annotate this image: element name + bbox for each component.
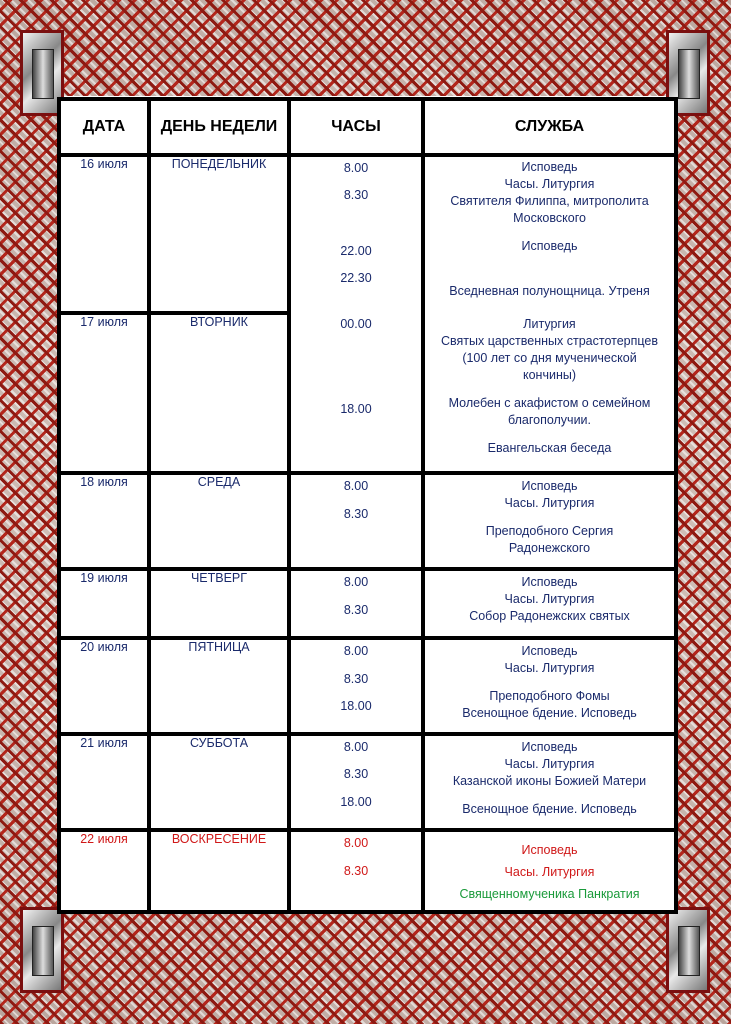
service-line: Исповедь xyxy=(521,575,578,589)
time: 8.30 xyxy=(343,188,369,202)
service-line: Часы. Литургия xyxy=(504,757,595,771)
service-line: Часы. Литургия xyxy=(504,496,595,510)
service-line: Литургия xyxy=(523,317,576,331)
service-line: Святителя Филиппа, митрополита xyxy=(450,194,649,208)
table-row xyxy=(59,155,676,313)
service-line: Исповедь xyxy=(521,479,578,493)
time: 00.00 xyxy=(340,317,372,331)
service-line: Собор Радонежских святых xyxy=(469,609,630,623)
service-line: Исповедь xyxy=(521,239,578,253)
weekday-cell: СРЕДА xyxy=(149,473,289,569)
service-line: Радонежского xyxy=(508,541,591,555)
time: 18.00 xyxy=(340,795,372,809)
date-cell: 18 июля xyxy=(59,473,149,569)
time: 8.30 xyxy=(343,507,369,521)
table-row xyxy=(59,313,676,473)
time: 8.00 xyxy=(343,644,369,658)
service-line: благополучии. xyxy=(507,413,592,427)
time: 22.30 xyxy=(340,271,372,285)
service-cell xyxy=(423,569,676,638)
hours-cell xyxy=(289,830,423,912)
service-line: Казанской иконы Божией Матери xyxy=(452,774,647,788)
hours-cell xyxy=(289,473,423,569)
service-line: Московского xyxy=(513,211,586,225)
time: 8.00 xyxy=(343,161,369,175)
service-cell xyxy=(423,638,676,734)
schedule-table xyxy=(57,97,678,914)
service-line: Всенощное бдение. Исповедь xyxy=(462,802,637,816)
corner-jewel-bottom-left xyxy=(20,907,64,993)
table-row xyxy=(59,734,676,830)
date-cell: 21 июля xyxy=(59,734,149,830)
hours-cell xyxy=(289,569,423,638)
service-line: Исповедь xyxy=(521,644,578,658)
time: 18.00 xyxy=(340,699,372,713)
time: 8.30 xyxy=(343,603,369,617)
service-line: Преподобного Фомы xyxy=(489,689,610,703)
hours-cell xyxy=(289,155,423,313)
date-cell: 16 июля xyxy=(59,155,149,313)
header-hours: ЧАСЫ xyxy=(289,99,423,155)
hours-cell xyxy=(289,313,423,473)
header-weekday: ДЕНЬ НЕДЕЛИ xyxy=(149,99,289,155)
weekday-cell: ПОНЕДЕЛЬНИК xyxy=(149,155,289,313)
service-cell xyxy=(423,734,676,830)
service-cell xyxy=(423,155,676,313)
time: 18.00 xyxy=(340,402,372,416)
service-line: Исповедь xyxy=(521,843,578,857)
service-line: Евангельская беседа xyxy=(487,441,612,455)
hours-cell xyxy=(289,638,423,734)
service-line: Святых царственных страстотерпцев xyxy=(441,334,658,348)
service-line: Часы. Литургия xyxy=(504,865,595,879)
weekday-cell: ВТОРНИК xyxy=(149,313,289,473)
service-line: Преподобного Сергия xyxy=(485,524,614,538)
time: 8.30 xyxy=(343,767,369,781)
weekday-cell: ПЯТНИЦА xyxy=(149,638,289,734)
date-cell: 17 июля xyxy=(59,313,149,473)
service-line: Исповедь xyxy=(521,160,578,174)
time: 8.00 xyxy=(343,836,369,850)
date-cell: 22 июля xyxy=(59,830,149,912)
service-cell xyxy=(423,830,676,912)
service-cell xyxy=(423,313,676,473)
table-row xyxy=(59,473,676,569)
service-line: Вседневная полунощница. Утреня xyxy=(449,284,650,298)
header-row xyxy=(59,99,676,155)
time: 8.30 xyxy=(343,864,369,878)
weekday-cell: ЧЕТВЕРГ xyxy=(149,569,289,638)
time: 8.30 xyxy=(343,672,369,686)
weekday-cell: СУББОТА xyxy=(149,734,289,830)
date-cell: 19 июля xyxy=(59,569,149,638)
service-line: Священномученика Панкратия xyxy=(459,887,640,901)
time: 8.00 xyxy=(343,575,369,589)
hours-cell xyxy=(289,734,423,830)
table-row xyxy=(59,638,676,734)
service-cell xyxy=(423,473,676,569)
service-line: Исповедь xyxy=(521,740,578,754)
corner-jewel-bottom-right xyxy=(666,907,710,993)
service-line: кончины) xyxy=(522,368,576,382)
time: 8.00 xyxy=(343,479,369,493)
date-cell: 20 июля xyxy=(59,638,149,734)
table-row xyxy=(59,569,676,638)
service-line: Молебен с акафистом о семейном xyxy=(448,396,651,410)
service-line: Всенощное бдение. Исповедь xyxy=(462,706,637,720)
header-service: СЛУЖБА xyxy=(423,99,676,155)
weekday-cell: ВОСКРЕСЕНИЕ xyxy=(149,830,289,912)
service-line: Часы. Литургия xyxy=(504,661,595,675)
time: 22.00 xyxy=(340,244,372,258)
time: 8.00 xyxy=(343,740,369,754)
service-line: (100 лет со дня мученической xyxy=(462,351,637,365)
table-row xyxy=(59,830,676,912)
service-line: Часы. Литургия xyxy=(504,592,595,606)
service-line: Часы. Литургия xyxy=(504,177,595,191)
header-date: ДАТА xyxy=(59,99,149,155)
